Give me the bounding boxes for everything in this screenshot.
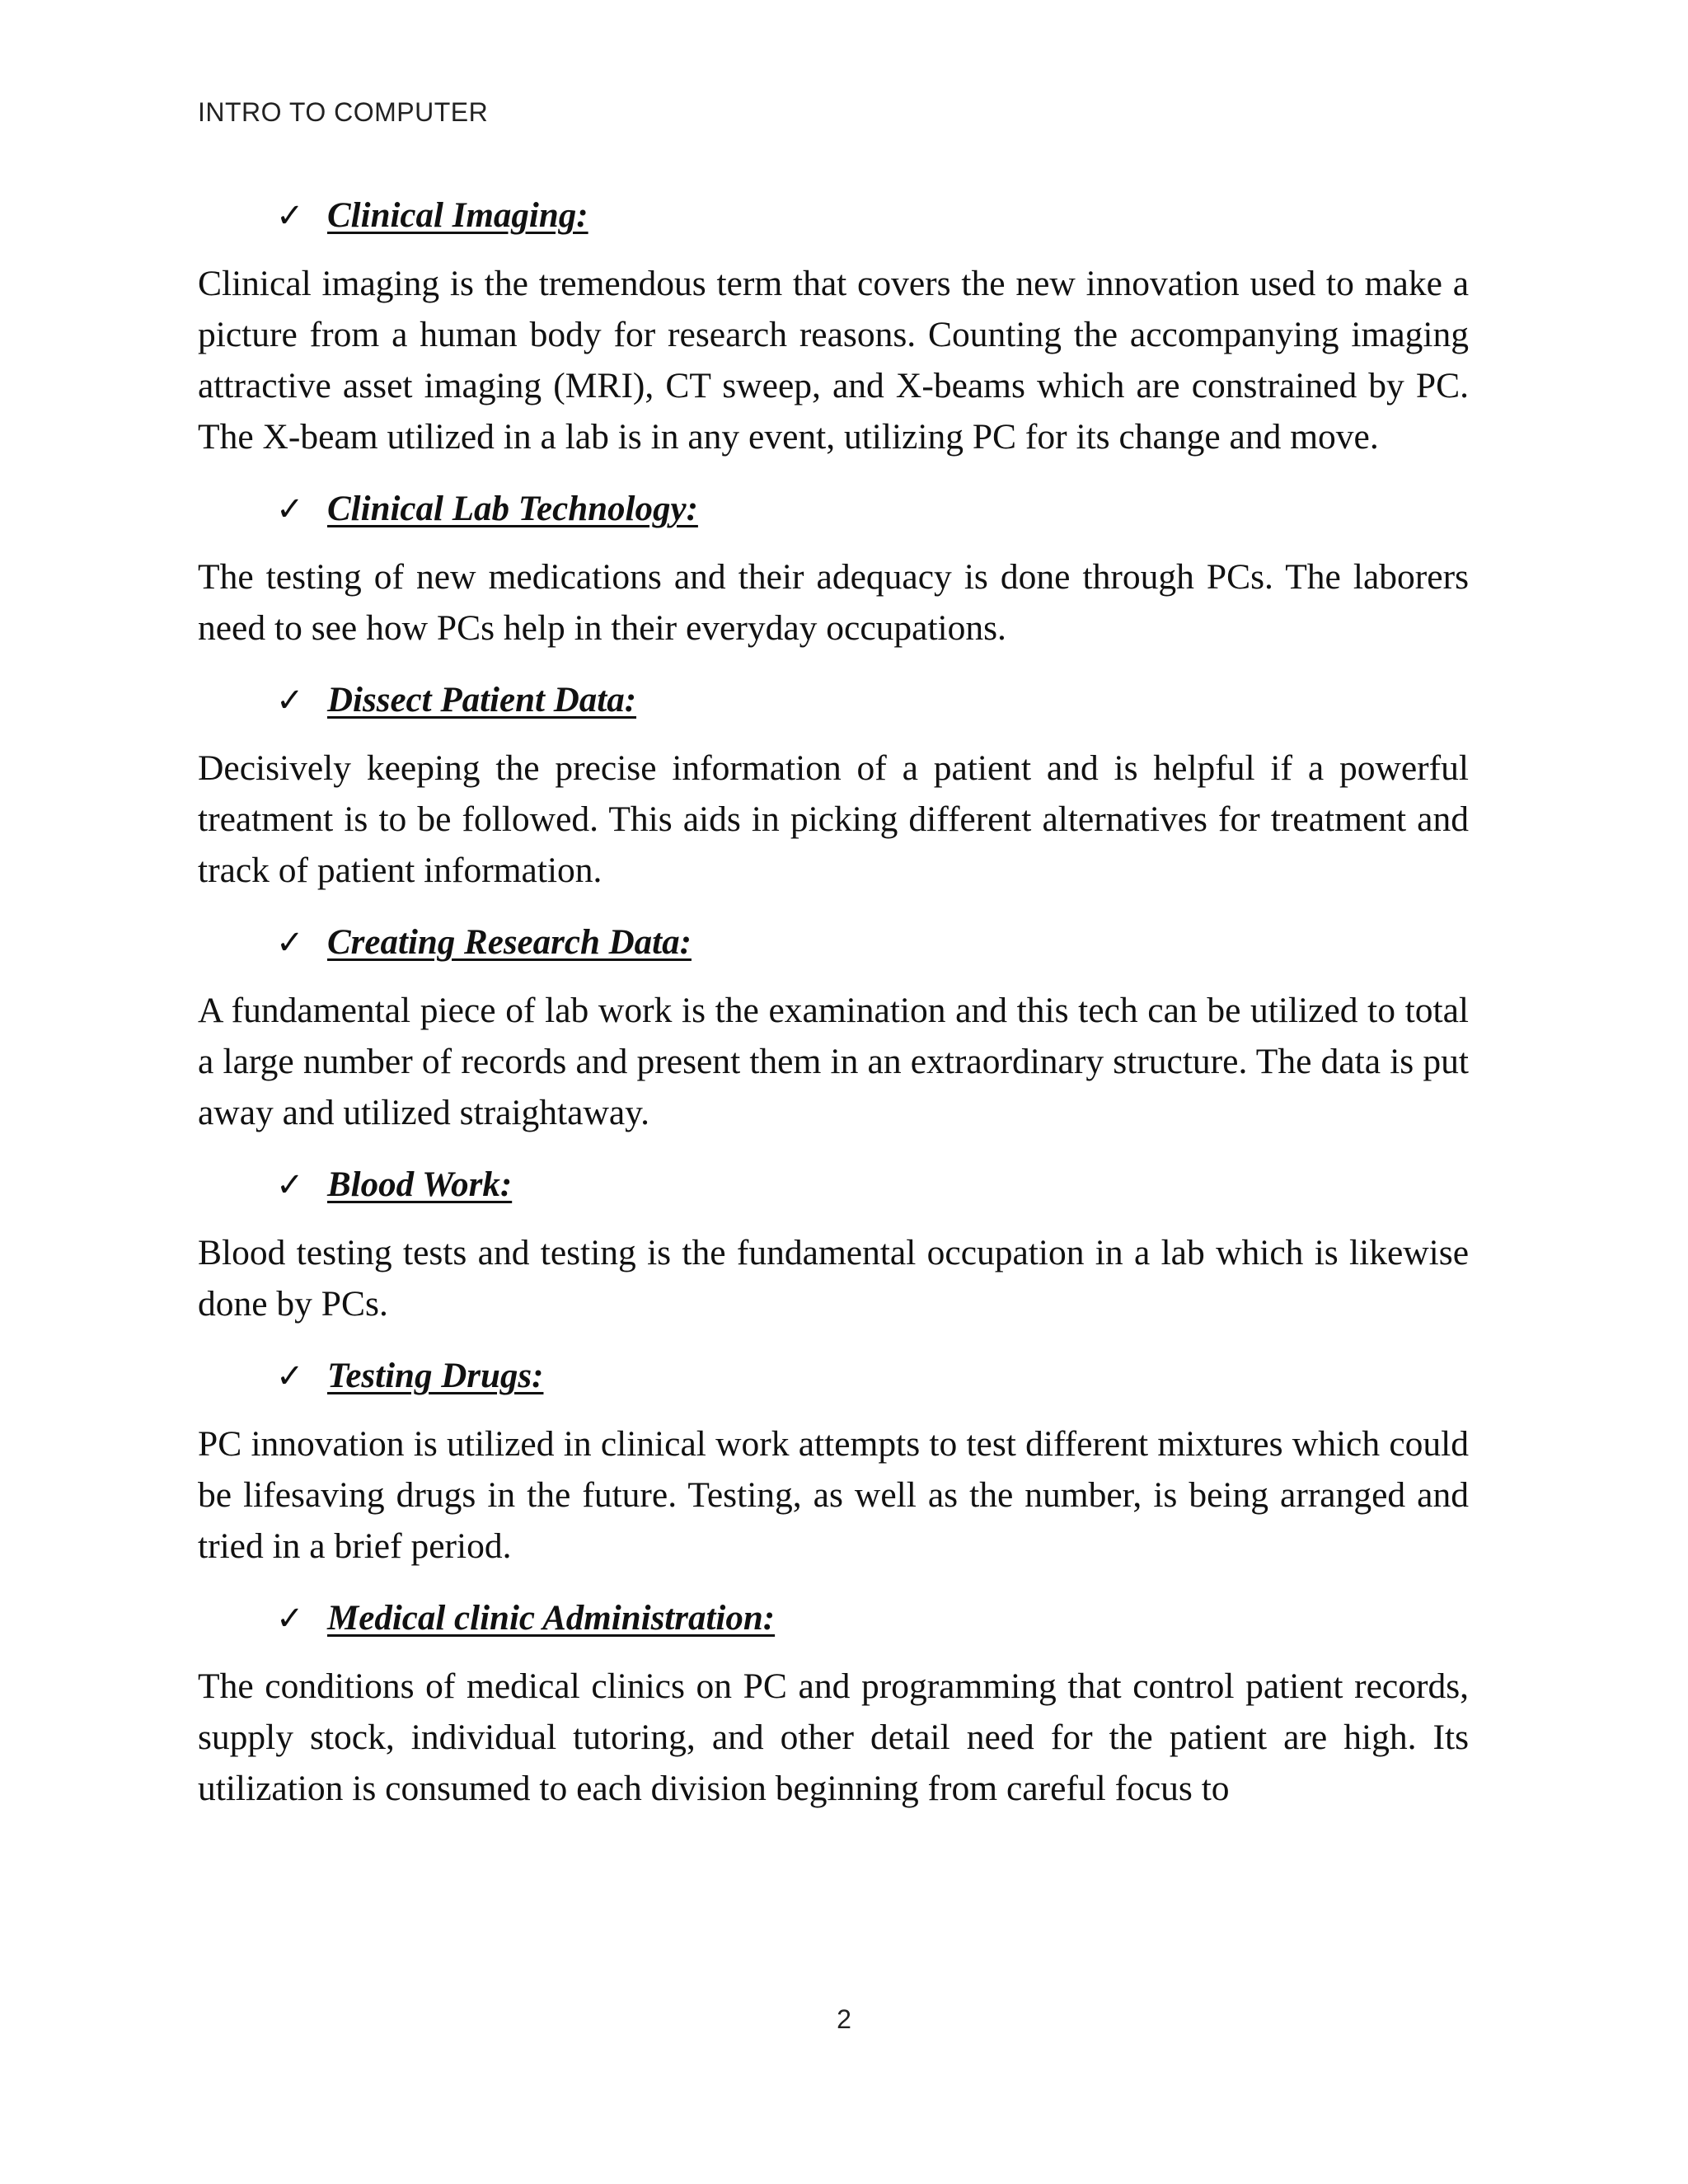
section-heading-text: Testing Drugs:: [327, 1357, 544, 1395]
checkmark-icon: ✓: [276, 490, 304, 528]
section-heading: [276, 912, 1469, 973]
section-heading: [276, 670, 1469, 731]
checkmark-icon: ✓: [276, 1600, 304, 1638]
section-heading-text: Clinical Lab Technology:: [327, 490, 698, 528]
page-number: 2: [837, 2004, 851, 2034]
section-clinical-lab-technology: [198, 479, 1469, 654]
section-heading-text: Blood Work:: [327, 1165, 513, 1204]
section-dissect-patient-data: [198, 670, 1469, 896]
section-heading: [276, 1346, 1469, 1407]
section-paragraph: PC innovation is utilized in clinical work attempts to test different mixtures which could be lifesaving drugs in the future. Testing, as well as the number, is being arranged and tried in a brief period.: [198, 1424, 1469, 1566]
checkmark-icon: ✓: [276, 924, 304, 962]
section-medical-clinic-administration: [198, 1588, 1469, 1814]
section-paragraph: The conditions of medical clinics on PC and programming that control patient records, supply stock, individual tutoring, and other detail need for the patient are high. Its utilization is consumed to each division beginning from careful focus to: [198, 1666, 1469, 1808]
section-clinical-imaging: [198, 185, 1469, 462]
section-paragraph: Decisively keeping the precise information of a patient and is helpful if a powerful treatment is to be followed. This aids in picking different alternatives for treatment and track of patient information.: [198, 748, 1469, 890]
section-heading: [276, 1588, 1469, 1649]
section-blood-work: [198, 1155, 1469, 1329]
checkmark-icon: ✓: [276, 682, 304, 719]
section-heading-text: Creating Research Data:: [327, 923, 692, 962]
section-heading: [276, 479, 1469, 540]
document-body: [198, 185, 1469, 1830]
running-header: INTRO TO COMPUTER: [198, 97, 489, 127]
checkmark-icon: ✓: [276, 1166, 304, 1204]
checkmark-icon: ✓: [276, 1357, 304, 1395]
section-paragraph: A fundamental piece of lab work is the examination and this tech can be utilized to total a large number of records and present them in an extraordinary structure. The data is put away and utilized straightaway.: [198, 991, 1469, 1132]
section-paragraph: Clinical imaging is the tremendous term that covers the new innovation used to make a picture from a human body for research reasons. Counting the accompanying imaging attractive asset imaging (MRI), CT sweep, and X-beams which are constrained by PC. The X-beam utilized in a lab is in any event, utilizing PC for its change and move.: [198, 264, 1469, 457]
section-paragraph: The testing of new medications and their adequacy is done through PCs. The laborers need to see how PCs help in their everyday occupations.: [198, 557, 1469, 648]
section-creating-research-data: [198, 912, 1469, 1138]
section-paragraph: Blood testing tests and testing is the fundamental occupation in a lab which is likewise done by PCs.: [198, 1233, 1469, 1324]
section-heading-text: Medical clinic Administration:: [327, 1599, 776, 1638]
checkmark-icon: ✓: [276, 197, 304, 235]
section-heading: [276, 185, 1469, 246]
section-heading: [276, 1155, 1469, 1216]
section-testing-drugs: [198, 1346, 1469, 1572]
section-heading-text: Dissect Patient Data:: [327, 681, 637, 719]
section-heading-text: Clinical Imaging:: [327, 196, 588, 235]
